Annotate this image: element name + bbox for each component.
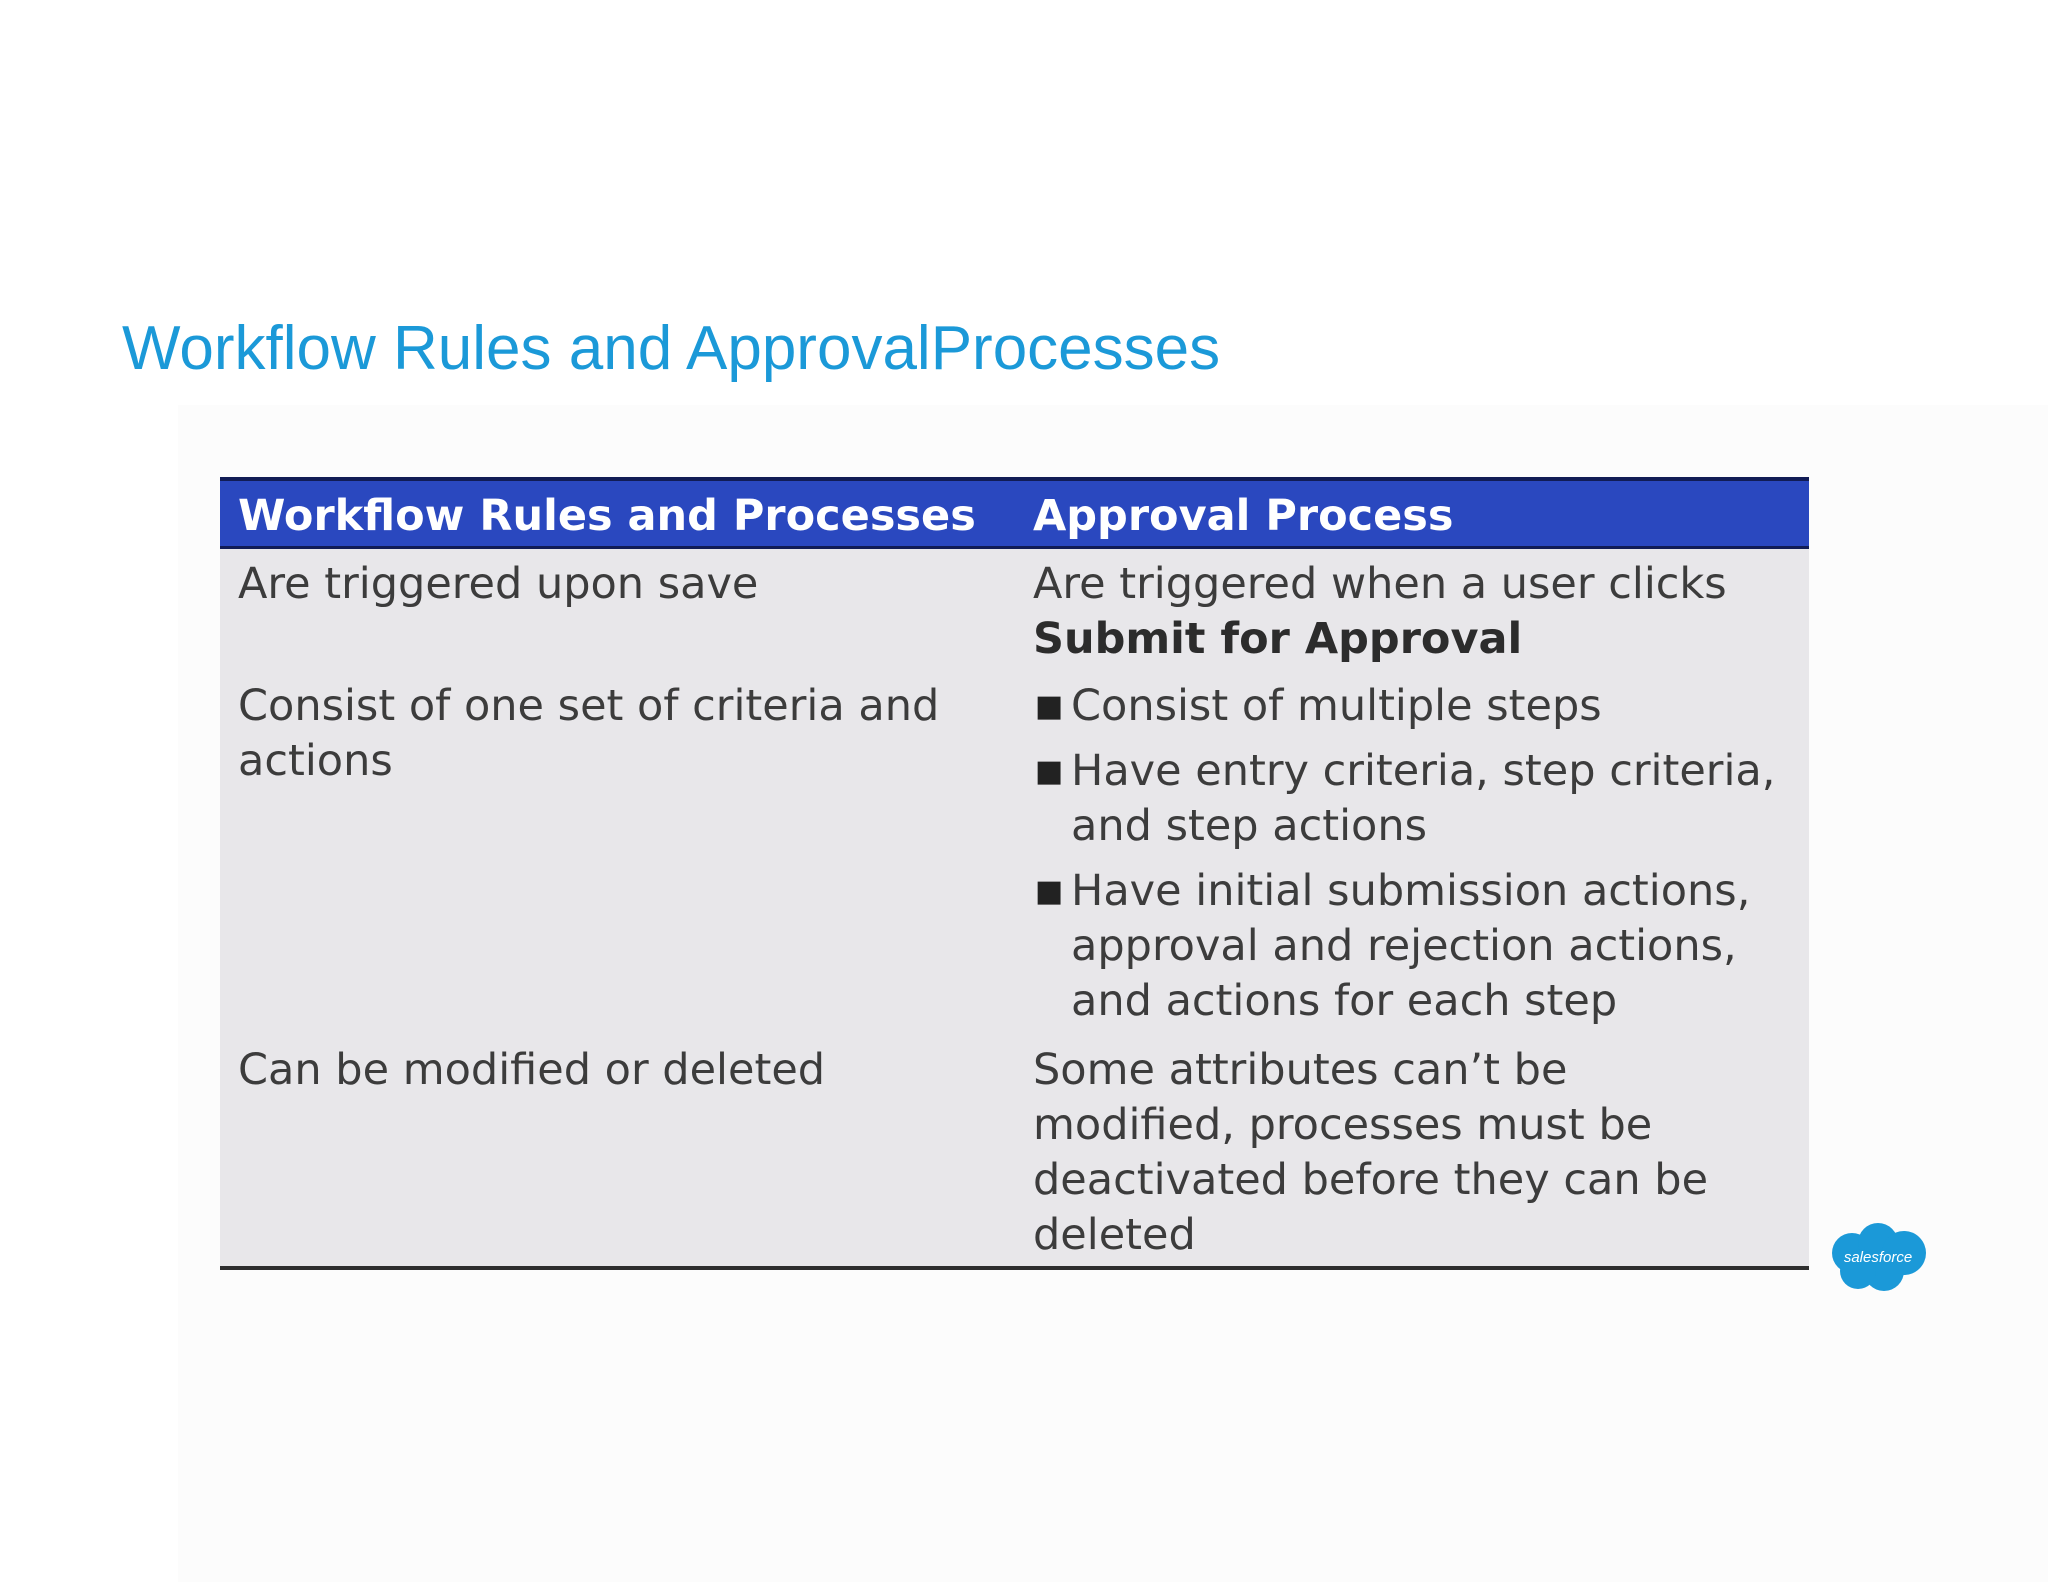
salesforce-logo-text: salesforce [1843,1249,1913,1266]
row1-left-cell [238,557,758,612]
header-approval-process: Approval Process [1033,491,1454,541]
row2-left-cell [238,679,939,789]
square-bullet-icon: ■ [1035,754,1064,789]
row3-right-line: Some attributes can’t be [1033,1045,1568,1095]
header-workflow-rules: Workflow Rules and Processes [238,491,976,541]
row3-right-cell [1033,1043,1708,1263]
row1-right-cell [1033,557,1727,667]
submit-for-approval-text: Submit for Approval [1033,614,1523,664]
square-bullet-icon: ■ [1035,874,1064,909]
row3-right-line: modified, processes must be [1033,1100,1653,1150]
row3-left-cell [238,1043,825,1098]
bullet-line: and actions for each step [1071,976,1618,1026]
row1-right-line: Are triggered when a user clicks [1033,559,1727,609]
row3-right-line: deactivated before they can be [1033,1155,1709,1205]
bullet-line: and step actions [1071,801,1428,851]
salesforce-logo [1826,1221,1930,1295]
comparison-table [220,477,1809,1270]
row2-left-line: actions [238,736,393,786]
bullet-line: Consist of multiple steps [1071,681,1602,731]
row2-left-line: Consist of one set of criteria and [238,681,940,731]
slide-title: Workflow Rules and ApprovalProcesses [122,314,1221,383]
bullet-line: approval and rejection actions, [1071,921,1737,971]
row1-left-line: Are triggered upon save [238,559,759,609]
table-header-row [220,477,1809,549]
square-bullet-icon: ■ [1035,689,1064,724]
bullet-line: Have entry criteria, step criteria, [1071,746,1776,796]
row3-left-line: Can be modified or deleted [238,1045,826,1095]
bullet-line: Have initial submission actions, [1071,866,1751,916]
row3-right-line: deleted [1033,1210,1196,1260]
